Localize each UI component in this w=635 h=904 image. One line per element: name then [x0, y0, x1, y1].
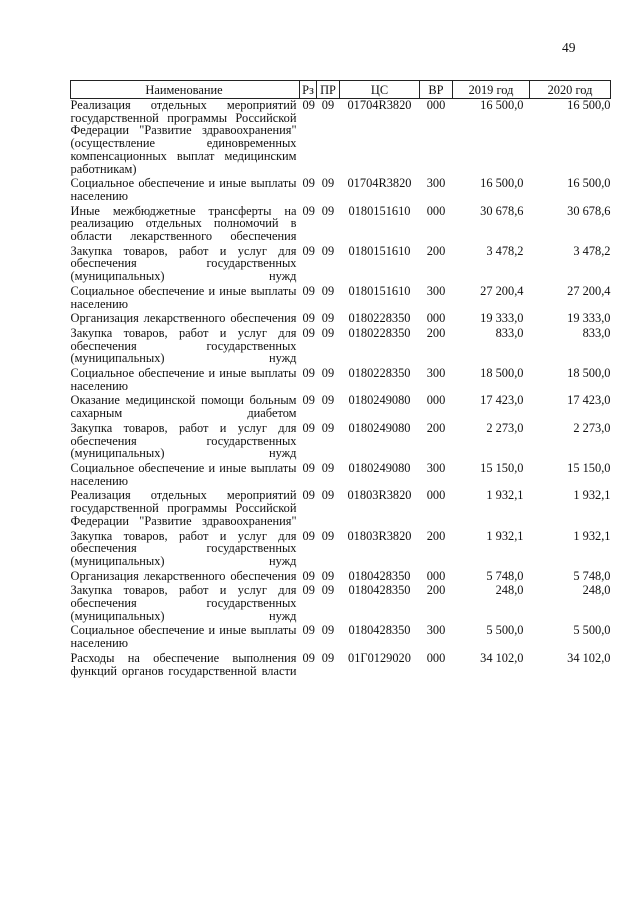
- cell-name: Реализация отдельных мероприятий государственной программы Российской Федерации "Развитие здравоохранения": [70, 488, 297, 528]
- cell-vr: 300: [426, 460, 446, 475]
- cell-2020: 248,0: [582, 583, 611, 598]
- cell-pr: 09: [321, 203, 335, 218]
- cell-rz: 09: [302, 623, 315, 638]
- cell-2019: 1 932,1: [486, 528, 524, 543]
- cell-2020: 30 678,6: [567, 203, 611, 218]
- cell-name: Закупка товаров, работ и услуг для обеспечения государственных (муниципальных) нужд: [70, 420, 297, 461]
- cell-2020: 16 500,0: [567, 176, 611, 191]
- cell-2020: 833,0: [582, 325, 611, 340]
- cell-2019: 833,0: [495, 325, 524, 340]
- table-row: [71, 99, 611, 178]
- cell-2020: 17 423,0: [567, 393, 611, 408]
- column-header-vr: ВР: [420, 81, 453, 99]
- cell-name: Закупка товаров, работ и услуг для обеспечения государственных (муниципальных) нужд: [70, 528, 297, 568]
- cell-name: Реализация отдельных мероприятий государственной программы Российской Федерации "Развитие здравоохранения" (осуществление единовременных компенсационных выплат медицинским работникам): [70, 98, 297, 176]
- cell-name: Организация лекарственного обеспечения: [70, 311, 297, 326]
- cell-rz: 09: [302, 366, 315, 381]
- cell-vr: 000: [426, 203, 446, 218]
- cell-rz: 09: [302, 528, 315, 543]
- cell-cs: 0180428350: [348, 568, 411, 583]
- cell-rz: 09: [302, 393, 315, 408]
- cell-2019: 16 500,0: [480, 98, 524, 112]
- cell-2019: 17 423,0: [480, 393, 524, 408]
- cell-pr: 09: [321, 583, 335, 598]
- table-body: [71, 99, 611, 680]
- cell-name: Закупка товаров, работ и услуг для обеспечения государственных (муниципальных) нужд: [70, 243, 297, 284]
- cell-vr: 000: [426, 650, 446, 665]
- cell-name: Социальное обеспечение и иные выплаты населению: [70, 366, 297, 393]
- cell-rz: 09: [302, 650, 315, 665]
- cell-cs: 0180249080: [348, 420, 411, 435]
- cell-pr: 09: [321, 325, 335, 340]
- cell-2019: 248,0: [495, 583, 524, 598]
- cell-2020: 19 333,0: [567, 311, 611, 326]
- cell-2019: 2 273,0: [486, 420, 524, 435]
- cell-cs: 01Г0129020: [348, 650, 411, 665]
- cell-vr: 000: [426, 393, 446, 408]
- cell-name: Расходы на обеспечение выполнения функций органов государственной власти: [70, 650, 297, 678]
- cell-2019: 5 500,0: [486, 623, 524, 638]
- cell-vr: 200: [426, 325, 446, 340]
- table-row: [71, 624, 611, 651]
- table-row: [71, 489, 611, 529]
- column-header-name: Наименование: [71, 81, 300, 99]
- cell-pr: 09: [321, 311, 335, 326]
- cell-name: Закупка товаров, работ и услуг для обеспечения государственных (муниципальных) нужд: [70, 583, 297, 623]
- cell-cs: 0180228350: [348, 311, 411, 326]
- table-row: [71, 652, 611, 679]
- table-row: [71, 285, 611, 312]
- cell-name: Оказание медицинской помощи больным сахарным диабетом: [70, 393, 297, 421]
- cell-2019: 16 500,0: [480, 176, 524, 191]
- cell-vr: 200: [426, 420, 446, 435]
- cell-name: Организация лекарственного обеспечения: [70, 568, 297, 583]
- table-row: [71, 312, 611, 327]
- cell-rz: 09: [302, 311, 315, 326]
- cell-2019: 19 333,0: [480, 311, 524, 326]
- cell-2020: 27 200,4: [567, 283, 611, 298]
- table-row: [71, 367, 611, 394]
- cell-2019: 30 678,6: [480, 203, 524, 218]
- table-row: [71, 177, 611, 204]
- cell-cs: 01803R3820: [347, 528, 412, 543]
- cell-pr: 09: [321, 366, 335, 381]
- cell-name: Социальное обеспечение и иные выплаты населению: [70, 283, 297, 311]
- cell-cs: 01704R3820: [347, 98, 412, 112]
- cell-rz: 09: [302, 583, 315, 598]
- cell-2020: 5 748,0: [573, 568, 611, 583]
- cell-cs: 0180151610: [348, 203, 411, 218]
- cell-vr: 000: [426, 568, 446, 583]
- table-row: [71, 422, 611, 462]
- table-row: [71, 394, 611, 421]
- cell-rz: 09: [302, 460, 315, 475]
- cell-2020: 2 273,0: [573, 420, 611, 435]
- column-header-pr: ПР: [317, 81, 340, 99]
- cell-2019: 27 200,4: [480, 283, 524, 298]
- cell-2020: 3 478,2: [573, 243, 611, 258]
- column-header-2019: 2019 год: [453, 81, 530, 99]
- budget-table: [70, 80, 611, 679]
- cell-pr: 09: [321, 650, 335, 665]
- table-row: [71, 570, 611, 585]
- column-header-2020: 2020 год: [530, 81, 611, 99]
- table-row: [71, 205, 611, 245]
- table-row: [71, 245, 611, 285]
- cell-2020: 1 932,1: [573, 488, 611, 503]
- cell-pr: 09: [321, 528, 335, 543]
- table-row: [71, 584, 611, 624]
- cell-2020: 34 102,0: [567, 650, 611, 665]
- cell-name: Социальное обеспечение и иные выплаты населению: [70, 623, 297, 651]
- cell-pr: 09: [321, 243, 335, 258]
- cell-cs: 0180228350: [348, 366, 411, 381]
- cell-2019: 34 102,0: [480, 650, 524, 665]
- cell-pr: 09: [321, 623, 335, 638]
- cell-pr: 09: [321, 420, 335, 435]
- cell-cs: 01704R3820: [347, 176, 412, 191]
- cell-vr: 300: [426, 283, 446, 298]
- cell-2019: 3 478,2: [486, 243, 524, 258]
- cell-pr: 09: [321, 176, 335, 191]
- cell-2020: 15 150,0: [567, 460, 611, 475]
- column-header-rz: Рз: [300, 81, 317, 99]
- cell-cs: 0180228350: [348, 325, 411, 340]
- cell-rz: 09: [302, 176, 315, 191]
- cell-pr: 09: [321, 460, 335, 475]
- cell-pr: 09: [321, 98, 335, 112]
- cell-rz: 09: [302, 325, 315, 340]
- table-header-row: [71, 81, 611, 99]
- page-number: 49: [562, 40, 576, 55]
- cell-name: Иные межбюджетные трансферты на реализацию отдельных полномочий в области лекарственного обеспечения: [70, 203, 297, 244]
- cell-vr: 200: [426, 528, 446, 543]
- cell-name: Закупка товаров, работ и услуг для обеспечения государственных (муниципальных) нужд: [70, 325, 297, 366]
- cell-vr: 200: [426, 583, 446, 598]
- cell-2019: 5 748,0: [486, 568, 524, 583]
- cell-cs: 0180428350: [348, 623, 411, 638]
- column-header-cs: ЦС: [340, 81, 420, 99]
- cell-vr: 300: [426, 366, 446, 381]
- cell-cs: 0180428350: [348, 583, 411, 598]
- cell-rz: 09: [302, 420, 315, 435]
- cell-pr: 09: [321, 393, 335, 408]
- cell-pr: 09: [321, 568, 335, 583]
- cell-rz: 09: [302, 98, 315, 112]
- cell-name: Социальное обеспечение и иные выплаты населению: [70, 176, 297, 203]
- cell-2020: 5 500,0: [573, 623, 611, 638]
- cell-vr: 000: [426, 98, 446, 112]
- cell-cs: 0180151610: [348, 283, 411, 298]
- cell-vr: 000: [426, 488, 446, 503]
- cell-2020: 18 500,0: [567, 366, 611, 381]
- cell-2020: 1 932,1: [573, 528, 611, 543]
- cell-2019: 15 150,0: [480, 460, 524, 475]
- cell-cs: 0180249080: [348, 393, 411, 408]
- cell-rz: 09: [302, 568, 315, 583]
- cell-2019: 1 932,1: [486, 488, 524, 503]
- cell-rz: 09: [302, 283, 315, 298]
- table-row: [71, 462, 611, 489]
- cell-cs: 01803R3820: [347, 488, 412, 503]
- table-row: [71, 327, 611, 367]
- cell-cs: 0180151610: [348, 243, 411, 258]
- cell-cs: 0180249080: [348, 460, 411, 475]
- cell-pr: 09: [321, 488, 335, 503]
- cell-pr: 09: [321, 283, 335, 298]
- table-row: [71, 530, 611, 570]
- cell-rz: 09: [302, 488, 315, 503]
- cell-name: Социальное обеспечение и иные выплаты населению: [70, 460, 297, 488]
- cell-rz: 09: [302, 243, 315, 258]
- cell-2020: 16 500,0: [567, 98, 611, 112]
- cell-vr: 200: [426, 243, 446, 258]
- cell-vr: 000: [426, 311, 446, 326]
- cell-vr: 300: [426, 176, 446, 191]
- cell-rz: 09: [302, 203, 315, 218]
- cell-vr: 300: [426, 623, 446, 638]
- cell-2019: 18 500,0: [480, 366, 524, 381]
